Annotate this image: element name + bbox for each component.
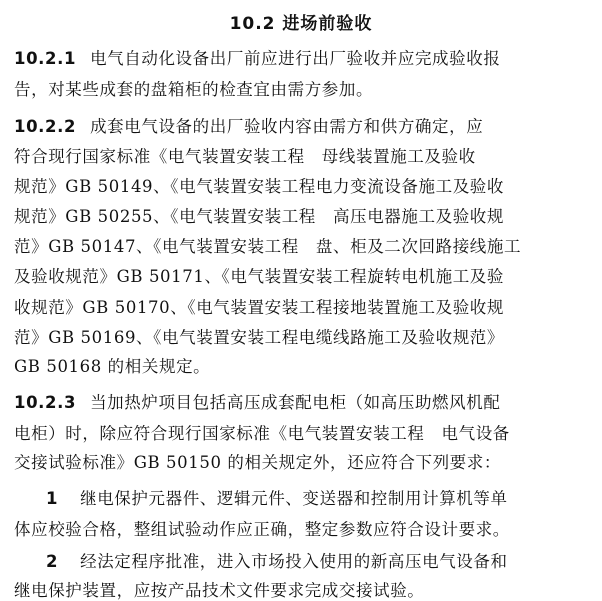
item-text: 经法定程序批准，进入市场投入使用的新高压电气设备和 [80, 552, 508, 571]
item-number: 1 [46, 489, 59, 508]
clause-number: 10.2.2 [14, 117, 77, 136]
clause-10-2-3-line-3: 交接试验标准》GB 50150 的相关规定外，还应符合下列要求： [14, 453, 501, 472]
clause-10-2-3-line-1 [14, 389, 589, 413]
item-1-line-2: 体应校验合格，整组试验动作应正确，整定参数应符合设计要求。 [14, 520, 510, 539]
clause-10-2-1-line-1 [14, 45, 589, 69]
clause-number: 10.2.3 [14, 393, 77, 412]
item-2-line-2: 继电保护装置，应按产品技术文件要求完成交接试验。 [14, 581, 425, 600]
clause-10-2-2-line-2: 符合现行国家标准《电气装置安装工程 母线装置施工及验收 [14, 147, 476, 166]
clause-10-2-2-line-4: 规范》GB 50255、《电气装置安装工程 高压电器施工及验收规 [14, 207, 504, 226]
clause-text: 电气自动化设备出厂前应进行出厂验收并应完成验收报 [90, 49, 501, 68]
clause-10-2-2-line-8: 范》GB 50169、《电气装置安装工程电缆线路施工及验收规范》 [14, 328, 504, 347]
section-title: 10.2 进场前验收 [229, 14, 373, 34]
item-number: 2 [46, 552, 59, 571]
item-text: 继电保护元器件、逻辑元件、变送器和控制用计算机等单 [80, 489, 508, 508]
clause-number: 10.2.1 [14, 49, 77, 68]
item-1-line-1 [46, 485, 589, 509]
clause-10-2-2-line-5: 范》GB 50147、《电气装置安装工程 盘、柜及二次回路接线施工 [14, 237, 522, 256]
clause-10-2-2-line-1 [14, 113, 589, 137]
clause-10-2-2-line-6: 及验收规范》GB 50171、《电气装置安装工程旋转电机施工及验 [14, 267, 504, 286]
clause-10-2-2-line-7: 收规范》GB 50170、《电气装置安装工程接地装置施工及验收规 [14, 298, 504, 317]
clause-10-2-2-line-3: 规范》GB 50149、《电气装置安装工程电力变流设备施工及验收 [14, 177, 504, 196]
item-2-line-1 [46, 548, 589, 572]
clause-10-2-3-line-2: 电柜）时，除应符合现行国家标准《电气装置安装工程 电气设备 [14, 424, 510, 443]
clause-text: 当加热炉项目包括高压成套配电柜（如高压助燃风机配 [90, 393, 501, 412]
clause-10-2-1-line-2: 告，对某些成套的盘箱柜的检查宜由需方参加。 [14, 80, 374, 99]
clause-text: 成套电气设备的出厂验收内容由需方和供方确定，应 [90, 117, 484, 136]
clause-10-2-2-line-9: GB 50168 的相关规定。 [14, 357, 211, 376]
